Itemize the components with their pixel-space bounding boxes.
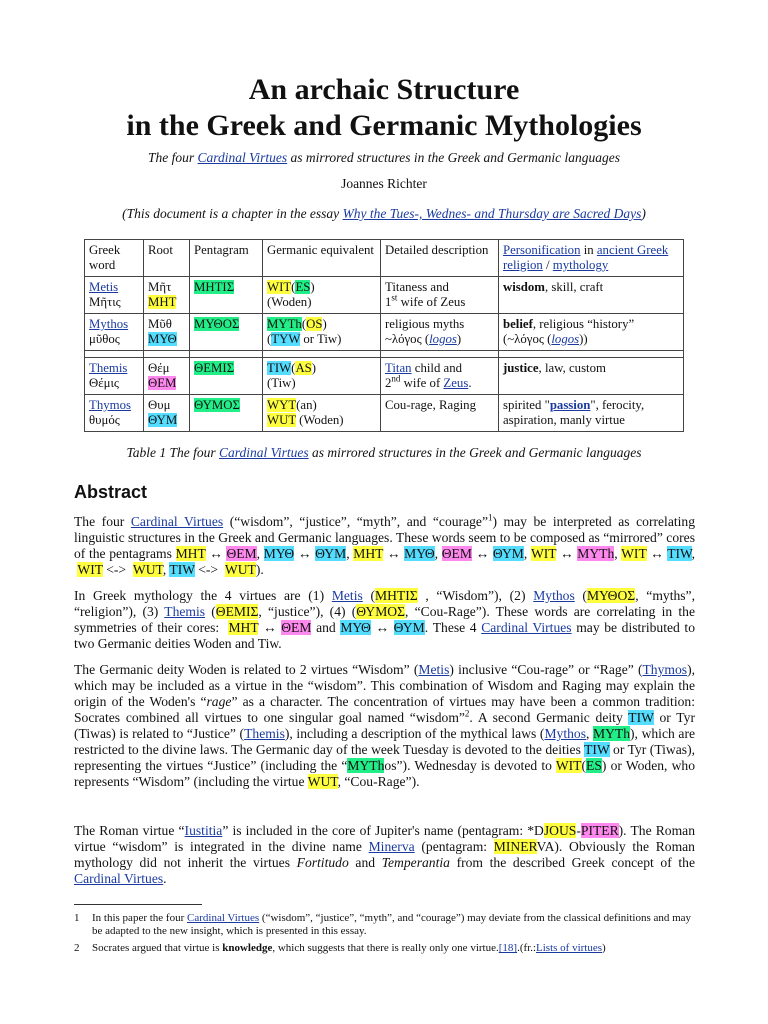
- thymos-link[interactable]: Thymos: [89, 398, 131, 412]
- themis-root-greek: Θέμ: [148, 361, 170, 375]
- footnote-2: [74, 942, 695, 955]
- thymos-pers-post: ", ferocity,: [590, 398, 645, 412]
- cell-themis-germanic: TIW(AS) (Tiw): [263, 358, 381, 395]
- fn1-post: (“wisdom”, “justice”, “myth”, and “courage”) may deviate from the classical definitions and may be adapted to the new insight, which is presented in this essay.: [92, 912, 692, 937]
- fn1-pre: In this paper the four: [92, 912, 185, 924]
- themis-germ-tiw: TIW: [267, 361, 292, 375]
- themis-germ-tiw2: (Tiw): [267, 376, 296, 390]
- thymos-root-greek: Θυμ: [148, 398, 171, 412]
- footnote-1-body: [92, 912, 695, 938]
- cell-thymos-pers: [499, 395, 684, 432]
- mythos-link[interactable]: Mythos: [89, 317, 129, 331]
- metis-desc-sup: st: [391, 292, 398, 303]
- mythos-greek: μῦθος: [89, 332, 120, 346]
- p2-mythos-link[interactable]: Mythos: [533, 588, 575, 603]
- note-pre: (This document is a chapter in the essay: [122, 206, 340, 221]
- title-line-2: in the Greek and Germanic Mythologies: [126, 109, 642, 142]
- table-caption: [0, 445, 768, 461]
- p3-themis-link[interactable]: Themis: [244, 726, 285, 741]
- header-root: Root: [144, 240, 190, 277]
- cell-themis-word: [85, 358, 144, 395]
- thymos-pentagram: ΘΥΜΟΣ: [194, 398, 240, 412]
- fn2-pre: Socrates argued that virtue is: [92, 942, 220, 954]
- thymos-pers-pre: spirited ": [503, 398, 550, 412]
- header-in: in: [583, 243, 594, 257]
- cell-thymos-germanic: [263, 395, 381, 432]
- themis-pers-bold: justice: [503, 361, 539, 375]
- fn1-cardinal-virtues-link[interactable]: Cardinal Virtues: [187, 912, 260, 924]
- abstract-heading: Abstract: [74, 482, 148, 502]
- cell-metis-root: [144, 277, 190, 314]
- fn2-end: ): [602, 942, 606, 954]
- mythos-desc-end: ): [456, 332, 462, 346]
- gap-cell: [381, 351, 499, 358]
- subtitle: [0, 150, 768, 166]
- metis-desc-1: Titaness and: [385, 280, 449, 294]
- zeus-link[interactable]: Zeus: [443, 376, 469, 390]
- passion-link[interactable]: passion: [549, 398, 591, 412]
- p2-cardinal-virtues-link[interactable]: Cardinal Virtues: [481, 620, 572, 635]
- mythos-germ-myth: MYTh: [267, 317, 302, 331]
- themis-greek: Θέμις: [89, 376, 119, 390]
- thymos-germ-wut: WUT: [267, 413, 296, 427]
- p4-cardinal-virtues-link[interactable]: Cardinal Virtues: [74, 871, 164, 886]
- personification-link[interactable]: Personification: [503, 243, 581, 257]
- fn2-mid2: .(fr.:: [517, 942, 537, 954]
- cell-thymos-root: [144, 395, 190, 432]
- themis-root-caps: ΘΕΜ: [148, 376, 177, 390]
- mythos-germ-tiw: or Tiw): [303, 332, 342, 346]
- cell-metis-pers: [499, 277, 684, 314]
- thymos-greek: θυμός: [89, 413, 120, 427]
- p1-cardinal-virtues-link[interactable]: Cardinal Virtues: [130, 514, 224, 529]
- metis-pentagram: ΜΗΤΙΣ: [194, 280, 235, 294]
- themis-pentagram: ΘΕΜΙΣ: [194, 361, 235, 375]
- cell-thymos-desc: Cou-rage, Raging: [381, 395, 499, 432]
- gap-cell: [144, 351, 190, 358]
- iustitia-link[interactable]: Iustitia: [184, 823, 223, 838]
- themis-desc-sup: nd: [391, 373, 401, 384]
- fn2-ref-link[interactable]: [18]: [498, 942, 518, 954]
- header-personification: [499, 240, 684, 277]
- cell-mythos-penta: [190, 314, 263, 351]
- footnote-divider: [74, 904, 202, 905]
- themis-link[interactable]: Themis: [89, 361, 128, 375]
- themis-pers-rest: , law, custom: [538, 361, 606, 375]
- metis-germ-es: ES: [295, 280, 311, 294]
- subtitle-post: as mirrored structures in the Greek and Germanic languages: [290, 150, 620, 165]
- gap-cell: [190, 351, 263, 358]
- mythos-desc-2: ~λόγος (: [385, 332, 430, 346]
- header-detailed: Detailed description: [381, 240, 499, 277]
- themis-desc-2: 2: [385, 376, 392, 390]
- essay-note: [0, 206, 768, 222]
- cell-metis-desc: [381, 277, 499, 314]
- logos-link[interactable]: logos: [429, 332, 457, 346]
- cardinal-virtues-link[interactable]: Cardinal Virtues: [197, 150, 288, 165]
- header-greek-word: Greek word: [85, 240, 144, 277]
- thymos-germ-wyt: WYT: [267, 398, 297, 412]
- mythos-pers-2: (~λόγος (: [503, 332, 552, 346]
- cell-thymos-penta: [190, 395, 263, 432]
- lists-of-virtues-link[interactable]: Lists of virtues: [536, 942, 603, 954]
- p2-themis-link[interactable]: Themis: [164, 604, 206, 619]
- footnote-2-body: [92, 942, 695, 955]
- abstract-paragraph-1: The four Cardinal Virtues (“wisdom”, “justice”, “myth”, and “courage”$^1$) may be interpreted as correlating linguistic structures in the Greek and Germanic languages. These words seem to be composed as “mirrored” cores of the pentagrams MHT ↔ ΘΕΜ, ΜΥΘ ↔ ΘΥΜ, MHT ↔ ΜΥΘ, ΘΕΜ ↔ ΘΥΜ, WIT ↔ MYTh, WIT ↔ TIW, WIT <-> WUT, TIW <-> WUT).: [74, 512, 696, 577]
- thymos-pers-2: aspiration, manly virtue: [503, 413, 625, 427]
- table-header-row: [85, 240, 684, 277]
- cell-mythos-word: [85, 314, 144, 351]
- cell-mythos-germanic: MYTh(OS) (TYW or Tiw): [263, 314, 381, 351]
- cell-themis-pers: [499, 358, 684, 395]
- mythos-germ-os: OS: [306, 317, 323, 331]
- cell-thymos-word: [85, 395, 144, 432]
- cell-mythos-desc: [381, 314, 499, 351]
- header-slash: /: [546, 258, 550, 272]
- metis-pers-rest: , skill, craft: [544, 280, 604, 294]
- mythos-pentagram: ΜΥΘΟΣ: [194, 317, 240, 331]
- cell-themis-root: [144, 358, 190, 395]
- table-gap-row: [85, 351, 684, 358]
- footnote-2-number: 2: [74, 942, 80, 954]
- cell-themis-penta: [190, 358, 263, 395]
- minerva-link[interactable]: Minerva: [368, 839, 415, 854]
- abstract-paragraph-3: The Germanic deity Woden is related to 2 virtues “Wisdom” (Metis) inclusive “Cou-rage” or “Rage” (Thymos), which may be included as a virtue in the “wisdom”. This combination of Wisdom and Raging may explain the origin of the Woden's “rage” as a character. The concentration of virtues may have been a common tradition: Socrates combined all virtues to one singular goal named “wisdom”$^2$. A second Germanic deity TIW or Tyr (Tiwas) is related to “Justice” (Themis), including a description of the mythical laws (Mythos, MYTh), which are restricted to the divine laws. The Germanic day of the week Tuesday is devoted to the deities TIW or Tyr (Tiwas), representing the virtues “Justice” (including the “MYThos”). Wednesday is devoted to WIT(ES) or Woden, who represents “Wisdom” (including the virtue WUT, “Cou-Rage”).: [74, 662, 696, 789]
- table-row-themis: [85, 358, 684, 395]
- thymos-root-caps: ΘΥΜ: [148, 413, 178, 427]
- p2-metis-link[interactable]: Metis: [331, 588, 363, 603]
- footnote-1: [74, 912, 695, 938]
- gap-cell: [263, 351, 381, 358]
- p3-thymos-link[interactable]: Thymos: [642, 662, 688, 677]
- fn2-bold: knowledge: [222, 942, 273, 954]
- cell-mythos-pers: [499, 314, 684, 351]
- cell-themis-desc: Titan child and 2nd wife of Zeus.: [381, 358, 499, 395]
- mythos-pers-end: )): [579, 332, 588, 346]
- table-row-metis: [85, 277, 684, 314]
- gap-cell: [499, 351, 684, 358]
- header-pentagram: Pentagram: [190, 240, 263, 277]
- metis-pers-bold: wisdom: [503, 280, 545, 294]
- ancient-greek-religion-link[interactable]: ancient Greek religion: [503, 243, 669, 272]
- logos-link-2[interactable]: logos: [551, 332, 580, 346]
- thymos-germ-an: (an): [296, 398, 317, 412]
- author: Joannes Richter: [341, 176, 427, 191]
- gap-cell: [85, 351, 144, 358]
- cell-metis-word: [85, 277, 144, 314]
- note-post: ): [641, 206, 646, 221]
- footnote-1-number: 1: [74, 912, 80, 924]
- metis-link[interactable]: Metis: [89, 280, 119, 294]
- virtues-table: [84, 239, 684, 432]
- abstract-paragraph-4: The Roman virtue “Iustitia” is included in the core of Jupiter's name (pentagram: *DJOUS-PITER). The Roman virtue “wisdom” is integrated in the divine name Minerva (pentagram: MINERVA). Obviously the Roman mythology did not inherit the virtues Fortitudo and Temperantia from the described Greek concept of the Cardinal Virtues.: [74, 823, 695, 886]
- themis-germ-as: AS: [295, 361, 312, 375]
- header-germanic: Germanic equivalent: [263, 240, 381, 277]
- themis-desc-3: wife of: [403, 376, 441, 390]
- essay-link[interactable]: Why the Tues-, Wednes- and Thursday are Sacred Days: [342, 206, 642, 221]
- table-row-thymos: [85, 395, 684, 432]
- caption-pre: Table 1 The four: [126, 445, 216, 460]
- fn2-mid: , which suggests that there is really only one virtue.: [272, 942, 499, 954]
- metis-desc-2: 1: [385, 295, 392, 309]
- cell-mythos-root: [144, 314, 190, 351]
- subtitle-pre: The four: [148, 150, 195, 165]
- abstract-paragraph-2: In Greek mythology the 4 virtues are (1) Metis (ΜΗΤΙΣ , “Wisdom”), (2) Mythos (ΜΥΘΟΣ, “myths”, “religion”), (3) Themis (ΘΕΜΙΣ, “justice”), (4) (ΘΥΜΟΣ, “Cou-Rage”). These words are correlating in the symmetries of their cores: MHT ↔ ΘΕΜ and ΜΥΘ ↔ ΘΥΜ. These 4 Cardinal Virtues may be distributed to two Germanic deities Woden and Tiw.: [74, 588, 695, 651]
- thymos-germ-woden: (Woden): [299, 413, 344, 427]
- title-line-1: An archaic Structure: [248, 73, 520, 106]
- table-row-mythos: [85, 314, 684, 351]
- metis-germ-wit: WIT: [267, 280, 292, 294]
- mythos-root-greek: Μῦθ: [148, 317, 172, 331]
- metis-germ-woden: (Woden): [267, 295, 312, 309]
- metis-desc-3: wife of Zeus: [400, 295, 466, 309]
- mythos-germ-tyw: TYW: [271, 332, 301, 346]
- caption-post: as mirrored structures in the Greek and Germanic languages: [312, 445, 642, 460]
- mythos-desc-1: religious myths: [385, 317, 465, 331]
- mythology-link[interactable]: mythology: [552, 258, 609, 272]
- metis-root-greek: Μῆτ: [148, 280, 172, 294]
- p3-metis-link[interactable]: Metis: [418, 662, 450, 677]
- cell-metis-germanic: WIT(ES) (Woden): [263, 277, 381, 314]
- mythos-root-caps: ΜΥΘ: [148, 332, 177, 346]
- mythos-pers-rest: , religious “history”: [532, 317, 635, 331]
- caption-cardinal-virtues-link[interactable]: Cardinal Virtues: [219, 445, 309, 460]
- titan-link[interactable]: Titan: [385, 361, 412, 375]
- p3-mythos-link[interactable]: Mythos: [544, 726, 586, 741]
- themis-desc-1: child and: [414, 361, 463, 375]
- mythos-pers-bold: belief: [503, 317, 533, 331]
- metis-root-caps: ΜΗΤ: [148, 295, 177, 309]
- cell-metis-penta: [190, 277, 263, 314]
- metis-greek: Μῆτις: [89, 295, 121, 309]
